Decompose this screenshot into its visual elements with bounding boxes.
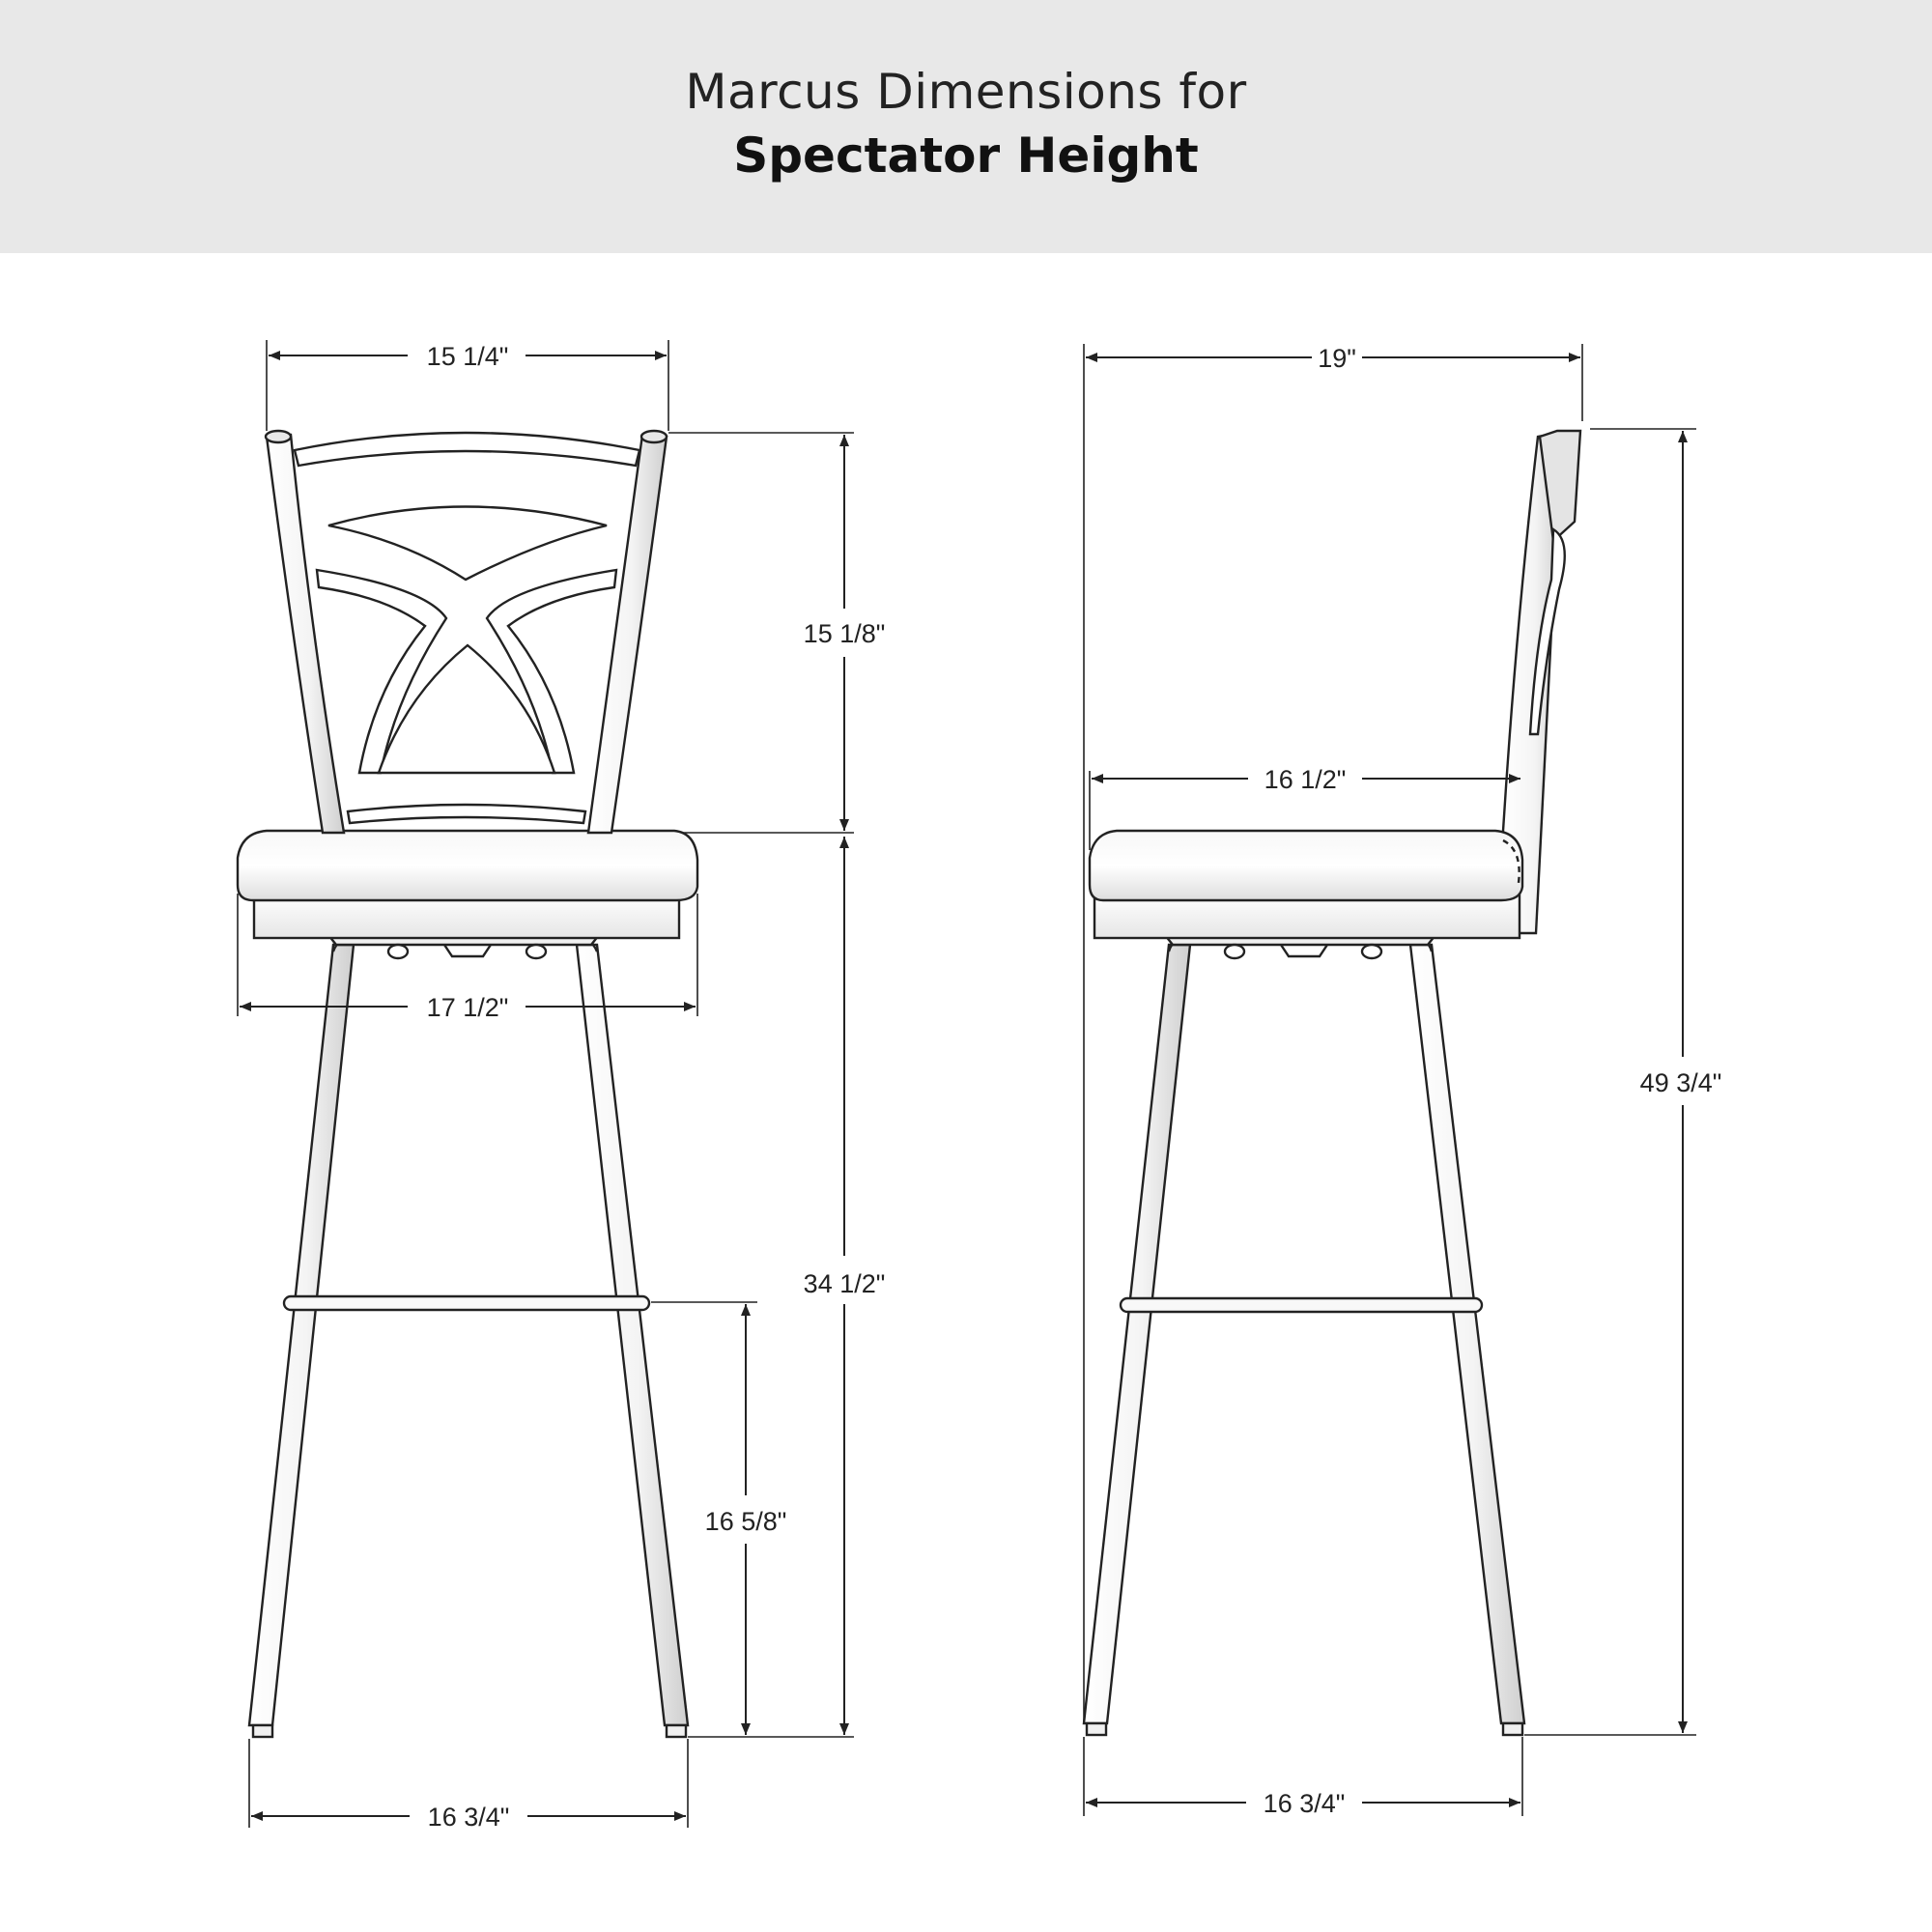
- front-back-top-rail: [295, 433, 639, 466]
- front-left-leg: [249, 945, 354, 1725]
- front-swivel-bracket: [444, 945, 491, 956]
- front-footrest-ring: [284, 1296, 649, 1310]
- front-back-width-label: 15 1/4": [426, 342, 509, 371]
- front-left-foot: [253, 1725, 272, 1737]
- side-rear-leg: [1410, 945, 1524, 1723]
- side-swivel-bracket: [1281, 945, 1327, 956]
- side-height-label: 49 3/4": [1639, 1068, 1722, 1097]
- side-swivel-bolt-left: [1225, 945, 1244, 958]
- side-front-foot: [1087, 1723, 1106, 1735]
- side-depth-label: 19": [1318, 344, 1356, 373]
- front-post-cap-right: [641, 431, 667, 442]
- side-seat-depth-label: 16 1/2": [1264, 765, 1347, 794]
- side-seat-cushion: [1090, 831, 1522, 900]
- front-view: [238, 340, 885, 1832]
- front-back-post-right: [588, 435, 667, 833]
- front-right-foot: [667, 1725, 686, 1737]
- side-footrest-ring: [1121, 1298, 1482, 1312]
- front-swivel-bolt-left: [388, 945, 408, 958]
- front-back-bottom-rail: [348, 805, 585, 823]
- side-front-leg: [1084, 945, 1190, 1723]
- front-post-cap-left: [266, 431, 291, 442]
- side-base-depth-label: 16 3/4": [1263, 1789, 1346, 1818]
- front-swivel-bolt-right: [526, 945, 546, 958]
- front-back-upper-crescent: [328, 507, 607, 581]
- side-rear-foot: [1503, 1723, 1522, 1735]
- title-line-2: Spectator Height: [733, 128, 1199, 184]
- front-seat-height-label: 34 1/2": [803, 1269, 886, 1298]
- side-view: [1084, 344, 1721, 1818]
- front-right-leg: [577, 945, 688, 1725]
- front-back-post-left: [267, 435, 344, 833]
- front-back-height-label: 15 1/8": [803, 619, 886, 648]
- front-footrest-height-label: 16 5/8": [704, 1507, 787, 1536]
- front-base-width-label: 16 3/4": [427, 1803, 510, 1832]
- front-seat-width-label: 17 1/2": [426, 993, 509, 1022]
- title-line-1: Marcus Dimensions for: [685, 64, 1247, 120]
- side-swivel-bolt-right: [1362, 945, 1381, 958]
- front-seat-cushion: [238, 831, 697, 900]
